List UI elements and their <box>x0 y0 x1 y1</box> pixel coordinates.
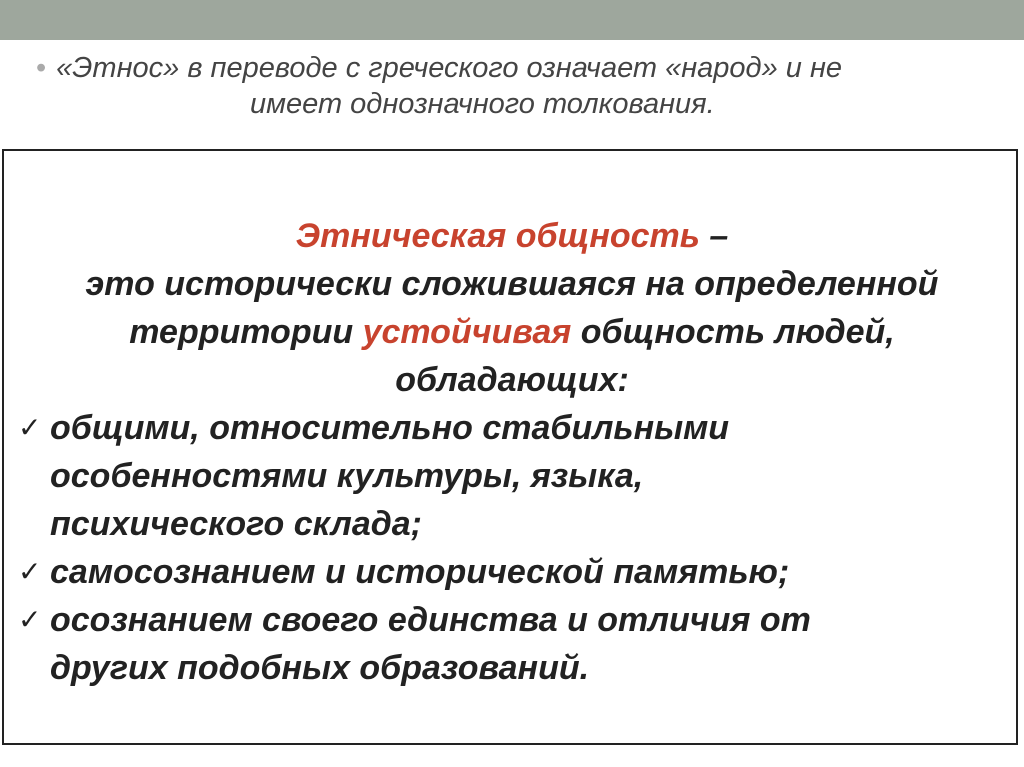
feature-line: общими, относительно стабильными <box>50 409 730 447</box>
intro-text-1: «Этнос» в переводе с греческого означает «народ» и не <box>56 52 843 84</box>
definition-accent-word: устойчивая <box>362 313 572 351</box>
feature-line: осознанием своего единства и отличия от <box>50 601 811 639</box>
intro-paragraph <box>36 50 1016 122</box>
definition-line-3-end: общность людей, <box>571 313 895 351</box>
intro-line-2: имеет однозначного толкования. <box>250 88 715 120</box>
check-icon: ✓ <box>18 555 42 588</box>
feature-line: других подобных образований. <box>50 649 590 687</box>
bullet-icon: • <box>36 52 47 84</box>
feature-line: психического склада; <box>50 505 422 543</box>
definition-heading <box>4 212 1020 404</box>
top-decor-bar <box>0 0 1024 40</box>
feature-item <box>18 548 1013 596</box>
feature-line: самосознанием и исторической памятью; <box>50 553 790 591</box>
feature-list <box>18 404 1013 692</box>
check-icon: ✓ <box>18 411 42 444</box>
feature-item <box>18 596 1013 692</box>
definition-line-2: это исторически сложившаяся на определенной <box>85 265 939 303</box>
feature-line: особенностями культуры, языка, <box>50 457 644 495</box>
definition-term: Этническая общность <box>295 217 700 255</box>
feature-item <box>18 404 1013 548</box>
check-icon: ✓ <box>18 603 42 636</box>
definition-line-3-start: территории <box>129 313 363 351</box>
definition-dash: – <box>699 217 729 255</box>
intro-line-1 <box>36 50 1016 86</box>
definition-box <box>2 149 1018 745</box>
definition-line-4: обладающих: <box>395 361 629 399</box>
definition-line-3 <box>4 308 1020 356</box>
definition-term-line <box>4 212 1020 260</box>
